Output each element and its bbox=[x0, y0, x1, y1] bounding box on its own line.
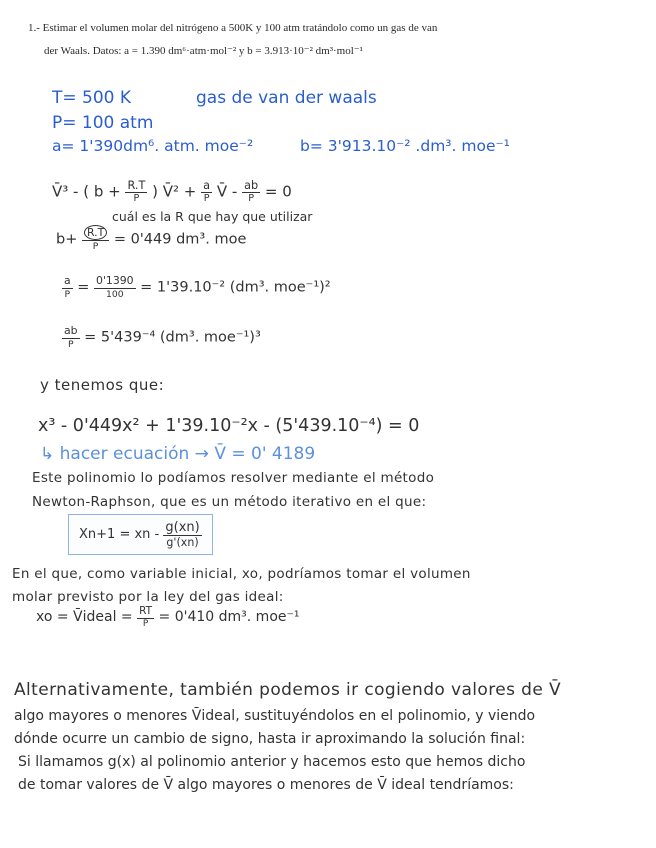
gas-note: gas de van der waals bbox=[196, 88, 377, 108]
newton-text-line-1: Este polinomio lo podíamos resolver mediante el método bbox=[32, 470, 435, 486]
newton-raphson-formula-box: Xn+1 = xn - $\frac{g(xn)}{g'(xn)}$ bbox=[68, 514, 213, 555]
polynomial-equation: x³ - 0'449x² + 1'39.10⁻²x - (5'439.10⁻⁴) = 0 bbox=[38, 416, 420, 436]
alt-text-line-2: algo mayores o menores V̄ideal, sustituyéndolos en el polinomio, y viendo bbox=[14, 708, 536, 724]
initial-value-line-2: molar previsto por la ley del gas ideal: bbox=[12, 589, 284, 605]
alt-text-line-5: de tomar valores de V̄ algo mayores o menores de V̄ ideal tendríamos: bbox=[18, 777, 514, 793]
b-parameter-note: b= 3'913.10⁻² .dm³. moe⁻¹ bbox=[300, 137, 510, 155]
a-over-p: $\frac{a}{P}$ = $\frac{0'1390}{100}$ = 1'39.10⁻² (dm³. moe⁻¹)² bbox=[64, 274, 331, 300]
ideal-gas-volume: xo = V̄ideal = $\frac{RT}{P}$ = 0'410 dm³. moe⁻¹ bbox=[36, 605, 300, 629]
temperature-note: T= 500 K bbox=[52, 88, 132, 108]
problem-line-2: der Waals. Datos: a = 1.390 dm⁶·atm·mol⁻² y b = 3.913·10⁻² dm³·mol⁻¹ bbox=[44, 45, 363, 57]
a-parameter-note: a= 1'390dm⁶. atm. moe⁻² bbox=[52, 137, 254, 155]
initial-value-line-1: En el que, como variable inicial, xo, podríamos tomar el volumen bbox=[12, 566, 471, 582]
vdw-cubic-equation: V̄³ - ( b + $\frac{R.T}{P}$ ) V̄² + $\frac{a}{P}$ V̄ - $\frac{ab}{P}$ = 0 bbox=[52, 179, 292, 205]
b-plus-rt-over-p: b+ $\frac{R.T}{P}$ = 0'449 dm³. moe bbox=[56, 226, 247, 252]
pressure-note: P= 100 atm bbox=[52, 113, 154, 133]
alt-text-line-4: Si llamamos g(x) al polinomio anterior y hacemos esto que hemos dicho bbox=[18, 754, 526, 770]
alt-text-line-1: Alternativamente, también podemos ir cogiendo valores de V̄ bbox=[14, 680, 562, 700]
r-question-note: cuál es la R que hay que utilizar bbox=[112, 209, 313, 224]
ab-over-p: $\frac{ab}{P}$ = 5'439⁻⁴ (dm³. moe⁻¹)³ bbox=[64, 324, 261, 350]
newton-text-line-2: Newton-Raphson, que es un método iterativo en el que: bbox=[32, 494, 427, 510]
solve-equation-note: ↳ hacer ecuación → V̄ = 0' 4189 bbox=[40, 444, 316, 464]
alt-text-line-3: dónde ocurre un cambio de signo, hasta ir aproximando la solución final: bbox=[14, 731, 526, 747]
tenemos-que-text: y tenemos que: bbox=[40, 376, 165, 394]
problem-line-1: 1.- Estimar el volumen molar del nitrógeno a 500K y 100 atm tratándolo como un gas de van bbox=[28, 22, 438, 34]
